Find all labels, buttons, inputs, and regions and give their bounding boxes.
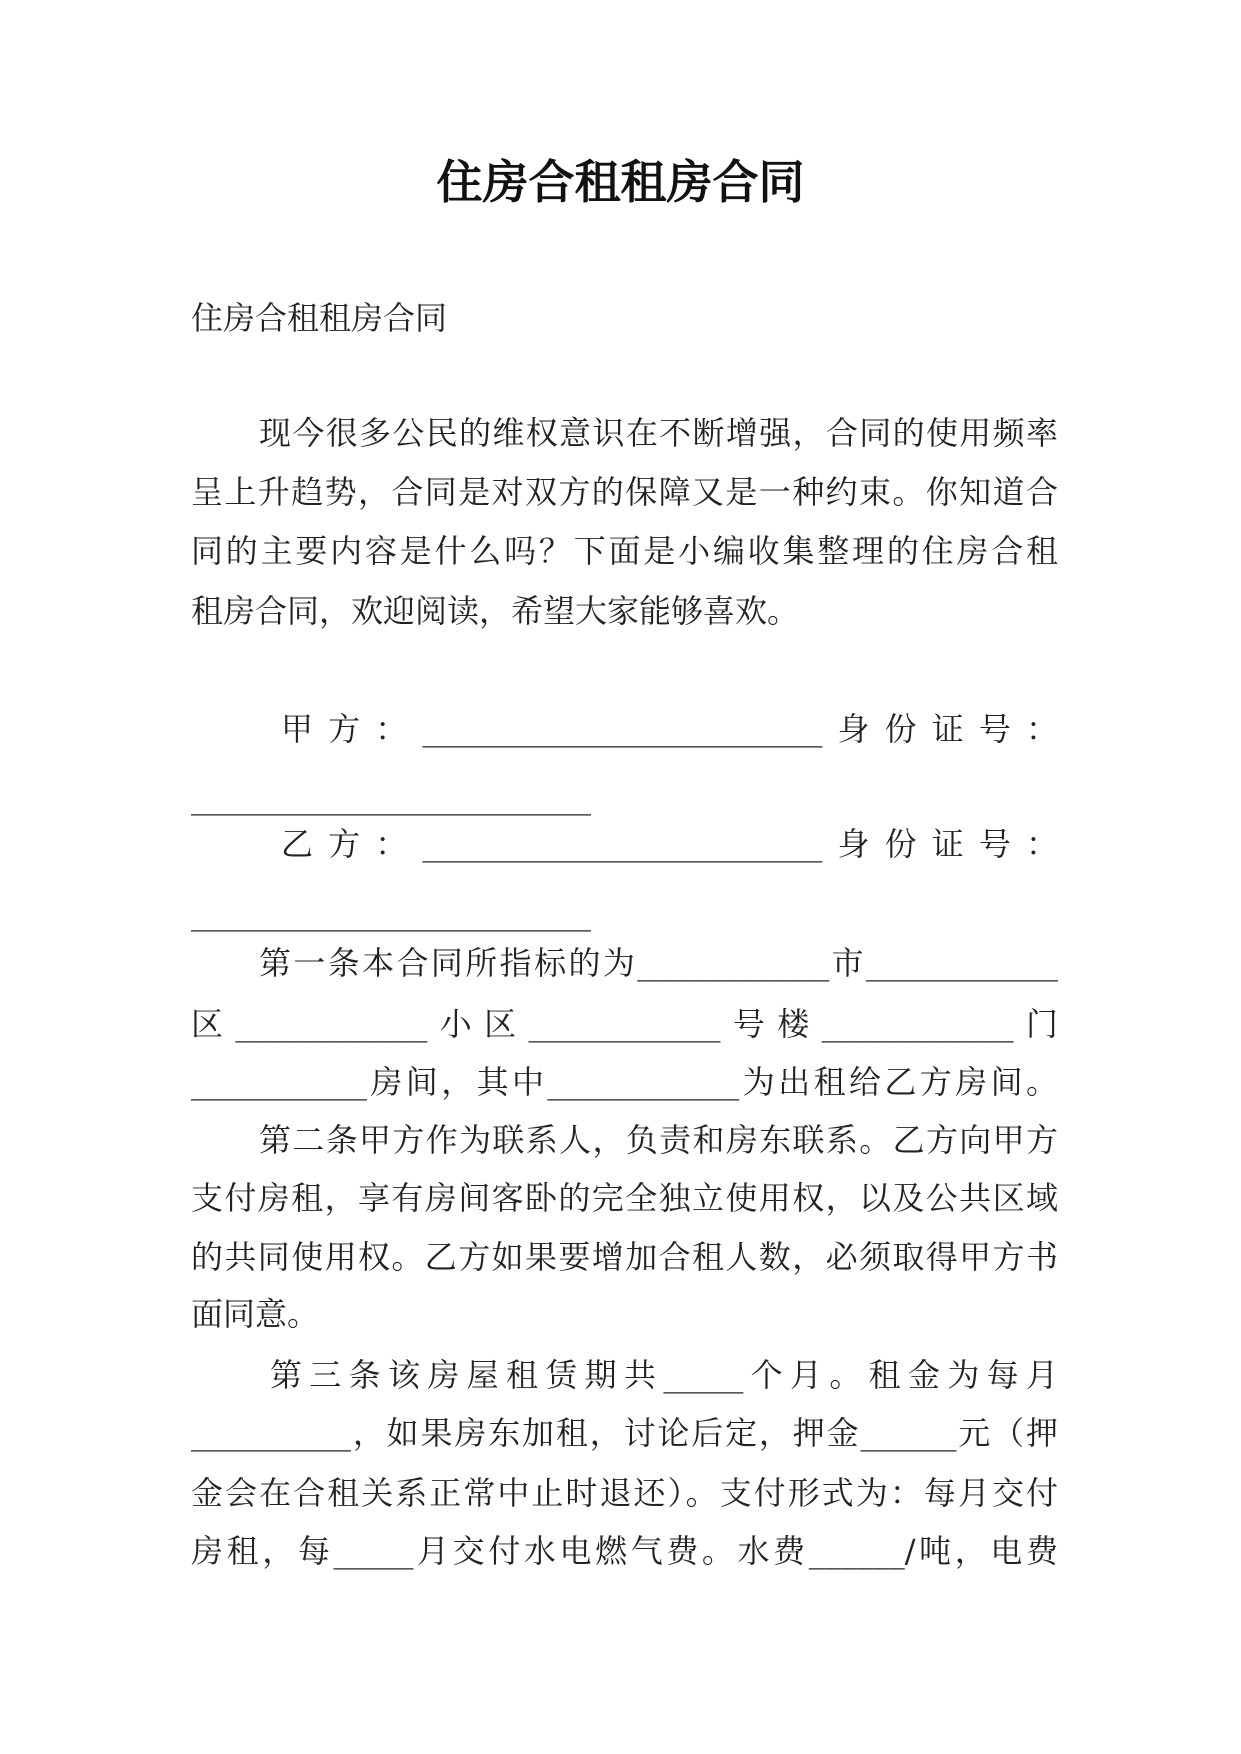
document-title: 住房合租租房合同 [436,155,805,209]
document-heading: 住房合租租房合同 [191,299,448,337]
party-a-id-blank: _________________________ [191,778,591,816]
article-3-line: 金会在合租关系正常中止时退还）。支付形式为：每月交付 [191,1474,1058,1512]
article-3-line: 第三条该房屋租赁期共_____个月。租金为每月 [270,1356,1058,1394]
intro-line: 现今很多公民的维权意识在不断增强，合同的使用频率 [259,414,1058,452]
intro-line: 同的主要内容是什么吗？下面是小编收集整理的住房合租 [191,532,1058,570]
article-1-line: 区____________小区____________号楼____________门 [191,1005,1058,1043]
article-3-line: __________，如果房东加租，讨论后定，押金______元（押 [191,1414,1058,1452]
article-2-line: 面同意。 [191,1295,320,1333]
article-2-line: 的共同使用权。乙方如果要增加合租人数，必须取得甲方书 [191,1238,1058,1276]
party-b-line: 乙方：_________________________身份证号： [281,825,1058,863]
article-1-line: ___________房间，其中____________为出租给乙方房间。 [191,1063,1058,1101]
party-a-line: 甲方：_________________________身份证号： [281,710,1058,748]
article-2-line: 支付房租，享有房间客卧的完全独立使用权，以及公共区域 [191,1179,1058,1217]
article-1-line: 第一条本合同所指标的为____________市____________ [259,944,1058,982]
intro-line: 租房合同，欢迎阅读，希望大家能够喜欢。 [191,592,800,630]
article-2-line: 第二条甲方作为联系人，负责和房东联系。乙方向甲方 [259,1121,1058,1159]
party-b-id-blank: _________________________ [191,894,591,932]
intro-line: 呈上升趋势，合同是对双方的保障又是一种约束。你知道合 [191,473,1058,511]
article-3-line: 房租，每_____月交付水电燃气费。水费______/吨，电费 [191,1532,1058,1570]
